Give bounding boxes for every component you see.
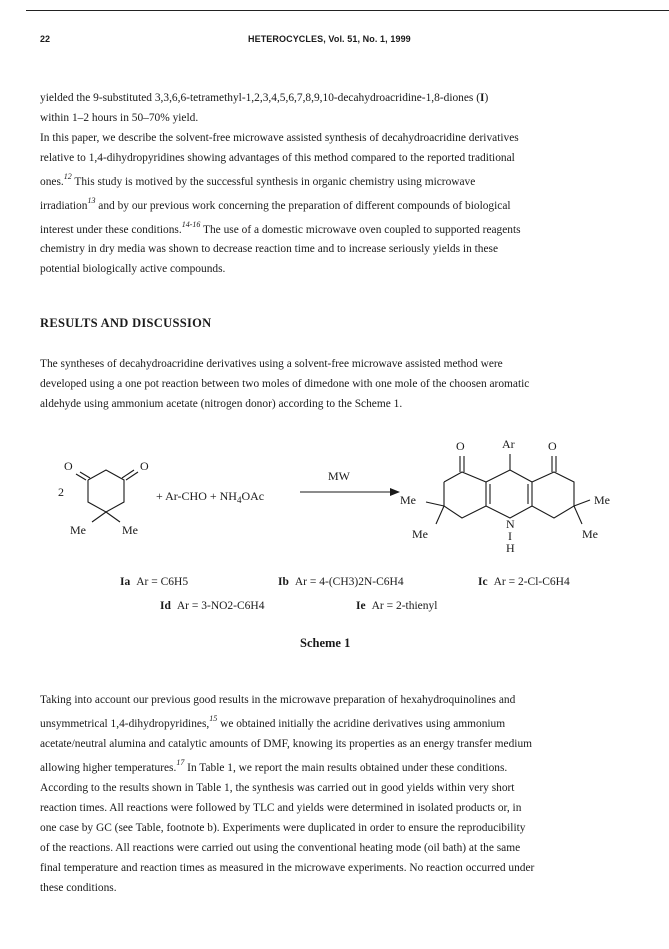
text-line: reaction times. All reactions were followed by TLC and yields were determined in isolated products or, in [40, 801, 522, 814]
reference-superscript: 17 [176, 757, 185, 767]
aryl-label: Ar [502, 437, 515, 451]
text-run: interest under these conditions. [40, 223, 182, 236]
methyl-label: Me [582, 527, 598, 541]
text-line: Taking into account our previous good results in the microwave preparation of hexahydroquinolines and [40, 694, 516, 706]
text-line: chemistry in dry media was shown to decrease reaction time and to increase seriously yields in these [40, 243, 499, 256]
compound-entry [278, 576, 404, 588]
text-line: potential biologically active compounds. [40, 263, 226, 276]
text-run: allowing higher temperatures. [40, 761, 177, 774]
nitrogen-label: N [506, 517, 515, 531]
reference-superscript: 15 [209, 714, 218, 723]
methyl-label: Me [412, 527, 428, 541]
compound-id: Ie [356, 600, 366, 612]
text-line: within 1–2 hours in 50–70% yield. [40, 112, 199, 124]
oxygen-label: O [64, 459, 73, 473]
oxygen-label: O [456, 439, 465, 453]
text-line: The syntheses of decahydroacridine derivatives using a solvent-free microwave assisted method were [40, 358, 503, 370]
text-line [40, 192, 624, 216]
text-run: irradiation [40, 199, 88, 212]
compound-formula: Ar = 2-thienyl [371, 600, 438, 612]
compound-formula: Ar = C6H5 [136, 576, 189, 588]
text-run: we obtained initially the acridine derivatives using ammonium [217, 717, 506, 730]
subscript: 4 [236, 495, 242, 505]
text-run: and by our previous work concerning the preparation of different compounds of biological [95, 199, 511, 212]
reference-superscript: 12 [63, 172, 72, 181]
methyl-label: Me [594, 493, 610, 507]
text-line: aldehyde using ammonium acetate (nitrogen donor) according to the Scheme 1. [40, 398, 403, 410]
compound-ref: I [480, 92, 485, 104]
text-line: acetate/neutral alumina and catalytic amounts of DMF, knowing its properties as an energy transfer medium [40, 737, 533, 750]
text-line [40, 216, 624, 240]
text-run: This study is motived by the successful synthesis in organic chemistry using microwave [71, 175, 476, 188]
compound-formula: Ar = 3-NO2-C6H4 [176, 600, 265, 612]
text-line [40, 88, 624, 108]
results-paragraph [40, 354, 624, 414]
journal-running-head: HETEROCYCLES, Vol. 51, No. 1, 1999 [248, 34, 411, 44]
text-line: these conditions. [40, 881, 117, 894]
text-line: According to the results shown in Table 1, the synthesis was carried out in good yields within very short [40, 781, 515, 794]
compound-entry [120, 576, 188, 588]
hydrogen-label: H [506, 541, 515, 555]
text-line: of the reactions. All reactions were carried out using the conventional heating mode (oil bath) at the same [40, 841, 521, 854]
page-number: 22 [40, 34, 51, 44]
reagents-text [156, 489, 264, 505]
oxygen-label: O [140, 459, 149, 473]
compound-entry [478, 576, 570, 588]
text-line: developed using a one pot reaction between two moles of dimedone with one mole of the choosen aromatic [40, 378, 530, 390]
text-line [40, 710, 624, 734]
text-run: In Table 1, we report the main results obtained under these conditions. [184, 761, 508, 774]
text-run: yielded the 9-substituted 3,3,6,6-tetramethyl-1,2,3,4,5,6,7,8,9,10-decahydroacridine-1,8-diones ( [40, 92, 481, 104]
compound-entry [356, 600, 437, 612]
text-run: ones. [40, 175, 64, 188]
methyl-label: Me [122, 523, 138, 537]
arrow-head [390, 488, 400, 496]
bond-bar: I [508, 529, 512, 543]
text-line: final temperature and reaction times as measured in the microwave experiments. No reaction occurred under [40, 861, 535, 874]
stoichiometric-coefficient: 2 [58, 485, 64, 499]
scheme-reaction-diagram [0, 430, 669, 570]
oxygen-label: O [548, 439, 557, 453]
text-line: relative to 1,4-dihydropyridines showing advantages of this method compared to the reported traditional [40, 152, 515, 164]
section-heading: RESULTS AND DISCUSSION [40, 316, 212, 330]
text-run: unsymmetrical 1,4-dihydropyridines, [40, 717, 210, 730]
intro-paragraph [40, 88, 624, 279]
scheme-caption: Scheme 1 [300, 636, 351, 650]
compound-id: Id [160, 600, 171, 612]
dimedone-structure [76, 470, 138, 522]
text-line [40, 754, 624, 778]
compound-formula: Ar = 4-(CH3)2N-C6H4 [294, 576, 404, 588]
text-line: In this paper, we describe the solvent-free microwave assisted synthesis of decahydroacridine derivatives [40, 132, 519, 144]
text-run: ) [484, 92, 489, 104]
compound-id: Ic [478, 576, 488, 588]
acridinedione-structure [426, 454, 590, 524]
reference-superscript: 14-16 [181, 219, 201, 229]
compound-entry [160, 600, 265, 612]
arrow-label: MW [328, 469, 350, 483]
reagents-part: + Ar-CHO + NH [156, 489, 237, 503]
compound-id: Ib [278, 576, 289, 588]
header-rule [26, 10, 669, 11]
compound-formula: Ar = 2-Cl-C6H4 [493, 576, 570, 588]
discussion-paragraph [40, 690, 624, 898]
compound-id: Ia [120, 576, 131, 588]
methyl-label: Me [400, 493, 416, 507]
reference-superscript: 13 [87, 195, 96, 205]
text-line: one case by GC (see Table, footnote b). Experiments were duplicated in order to ensure the reproducibility [40, 821, 526, 834]
methyl-label: Me [70, 523, 86, 537]
text-line [40, 168, 624, 192]
text-run: The use of a domestic microwave oven coupled to supported reagents [200, 223, 521, 236]
reagents-part: OAc [241, 489, 265, 503]
